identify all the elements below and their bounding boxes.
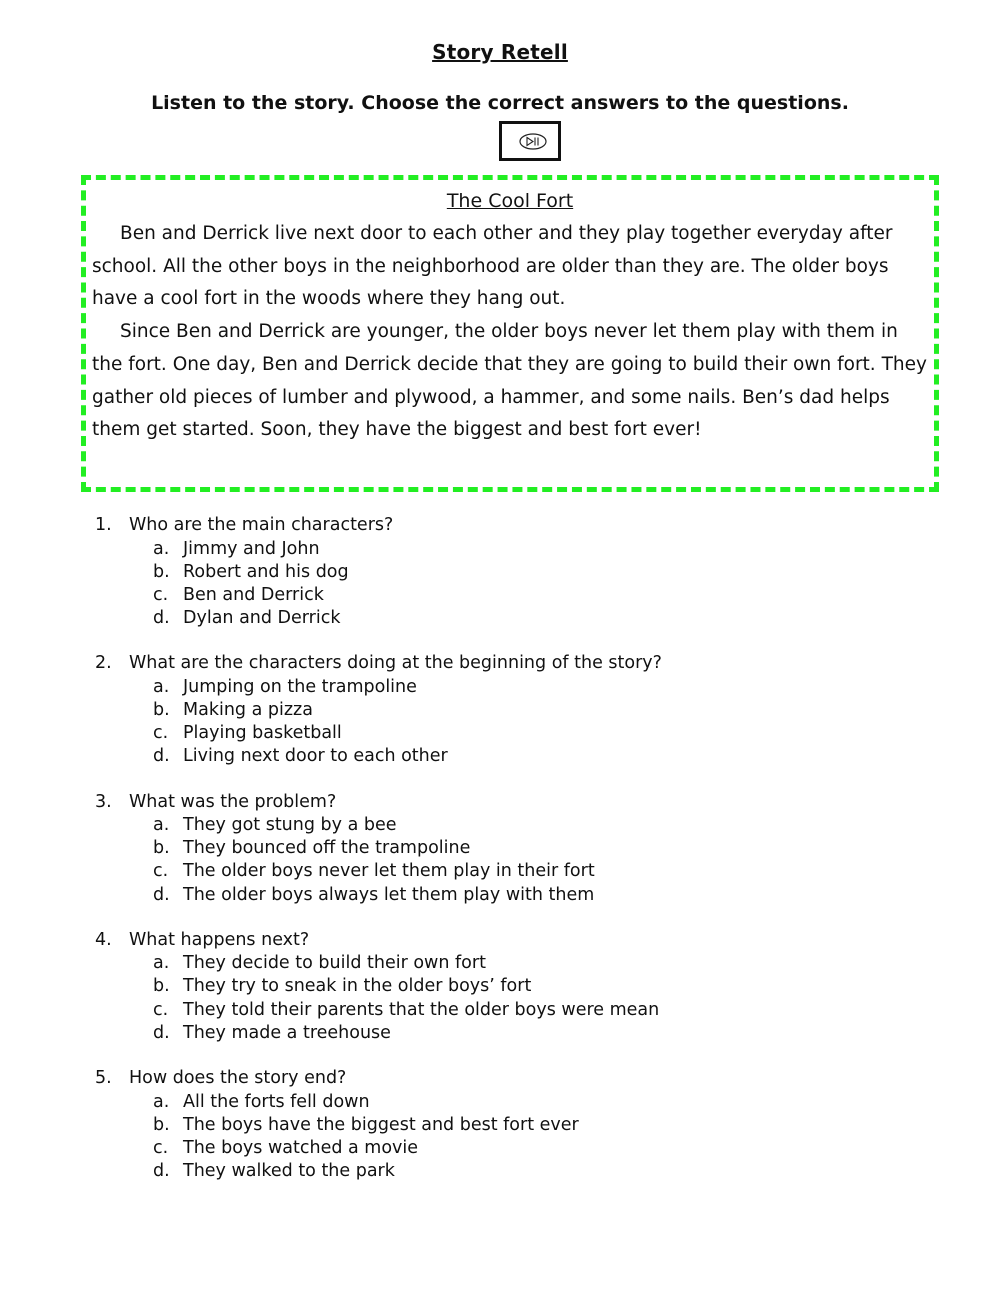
question-5 bbox=[95, 1067, 895, 1183]
option-letter: c. bbox=[153, 584, 169, 605]
option-letter: a. bbox=[153, 676, 170, 697]
option-letter: a. bbox=[153, 538, 170, 559]
question-text: What was the problem? bbox=[129, 791, 337, 812]
option-letter: d. bbox=[153, 1022, 170, 1043]
answer-option[interactable] bbox=[95, 837, 895, 860]
answer-option[interactable] bbox=[95, 722, 895, 745]
option-text: They decide to build their own fort bbox=[183, 953, 486, 974]
answer-option[interactable] bbox=[95, 884, 895, 907]
question-number: 2. bbox=[95, 653, 112, 674]
answer-option[interactable] bbox=[95, 676, 895, 699]
question-list bbox=[95, 514, 895, 1205]
play-pause-icon bbox=[519, 133, 547, 150]
question-number: 1. bbox=[95, 515, 112, 535]
answer-option[interactable] bbox=[95, 561, 895, 584]
option-letter: a. bbox=[153, 815, 170, 835]
option-letter: b. bbox=[153, 561, 170, 582]
option-text: Robert and his dog bbox=[183, 561, 349, 582]
answer-option[interactable] bbox=[95, 538, 895, 561]
option-text: Ben and Derrick bbox=[183, 584, 324, 605]
question-3 bbox=[95, 791, 895, 907]
answer-option[interactable] bbox=[95, 607, 895, 630]
story-title: The Cool Fort bbox=[446, 190, 574, 212]
answer-option[interactable] bbox=[95, 699, 895, 722]
question-text: What are the characters doing at the beginning of the story? bbox=[129, 653, 662, 674]
answer-option[interactable] bbox=[95, 1137, 895, 1160]
answer-option[interactable] bbox=[95, 745, 895, 768]
answer-option[interactable] bbox=[95, 1022, 895, 1045]
option-letter: d. bbox=[153, 746, 170, 767]
option-text: The boys watched a movie bbox=[183, 1137, 419, 1158]
option-text: They walked to the park bbox=[183, 1161, 395, 1182]
option-text: They told their parents that the older boys were mean bbox=[183, 999, 660, 1020]
audio-play-button[interactable] bbox=[499, 121, 561, 161]
story-paragraph: Ben and Derrick live next door to each other and they play together everyday after school. All the other boys in the neighborhood are older than they are. The older boys have a cool fort in the woods where they hang out. bbox=[92, 223, 893, 310]
question-1 bbox=[95, 514, 895, 630]
option-letter: c. bbox=[153, 999, 169, 1020]
option-text: Making a pizza bbox=[183, 699, 313, 720]
story-box bbox=[81, 175, 939, 492]
answer-option[interactable] bbox=[95, 1160, 895, 1183]
option-text: The boys have the biggest and best fort ever bbox=[183, 1114, 579, 1135]
page-title: Story Retell bbox=[432, 40, 568, 64]
option-letter: a. bbox=[153, 953, 170, 974]
question-text: What happens next? bbox=[129, 929, 310, 950]
answer-option[interactable] bbox=[95, 1091, 895, 1114]
question-number: 3. bbox=[95, 791, 112, 812]
option-letter: c. bbox=[153, 861, 169, 882]
question-text: How does the story end? bbox=[129, 1068, 347, 1088]
story-text bbox=[92, 218, 928, 447]
answer-option[interactable] bbox=[95, 814, 895, 837]
answer-option[interactable] bbox=[95, 952, 895, 975]
option-letter: b. bbox=[153, 699, 170, 720]
option-letter: b. bbox=[153, 976, 170, 997]
instructions: Listen to the story. Choose the correct answers to the questions. bbox=[151, 92, 849, 114]
option-letter: c. bbox=[153, 1137, 169, 1158]
answer-option[interactable] bbox=[95, 860, 895, 883]
question-text: Who are the main characters? bbox=[129, 515, 394, 535]
option-text: They made a treehouse bbox=[183, 1022, 391, 1043]
answer-option[interactable] bbox=[95, 584, 895, 607]
answer-option[interactable] bbox=[95, 1114, 895, 1137]
answer-option[interactable] bbox=[95, 975, 895, 998]
option-text: They bounced off the trampoline bbox=[183, 838, 471, 859]
option-text: The older boys always let them play with them bbox=[183, 884, 595, 905]
option-text: Dylan and Derrick bbox=[183, 608, 341, 629]
option-text: They got stung by a bee bbox=[183, 815, 397, 835]
question-2 bbox=[95, 652, 895, 768]
option-text: Living next door to each other bbox=[183, 746, 448, 767]
option-letter: d. bbox=[153, 884, 170, 905]
question-4 bbox=[95, 929, 895, 1045]
answer-option[interactable] bbox=[95, 999, 895, 1022]
option-letter: c. bbox=[153, 723, 169, 744]
question-number: 4. bbox=[95, 929, 112, 950]
option-letter: d. bbox=[153, 1161, 170, 1182]
option-letter: a. bbox=[153, 1091, 170, 1112]
question-number: 5. bbox=[95, 1068, 112, 1088]
option-letter: b. bbox=[153, 1114, 170, 1135]
option-letter: d. bbox=[153, 608, 170, 629]
option-text: Playing basketball bbox=[183, 723, 342, 744]
story-paragraph: Since Ben and Derrick are younger, the older boys never let them play with them in the fort. One day, Ben and Derrick decide that they are going to build their own fort. They gather old pieces of lumber and plywood, a hammer, and some nails. Ben’s dad helps them get started. Soon, they have the biggest and best fort ever! bbox=[92, 321, 927, 441]
option-letter: b. bbox=[153, 838, 170, 859]
option-text: Jimmy and John bbox=[183, 538, 320, 559]
option-text: All the forts fell down bbox=[183, 1091, 370, 1112]
option-text: The older boys never let them play in their fort bbox=[183, 861, 595, 882]
option-text: They try to sneak in the older boys’ fort bbox=[183, 976, 532, 997]
option-text: Jumping on the trampoline bbox=[183, 676, 417, 697]
